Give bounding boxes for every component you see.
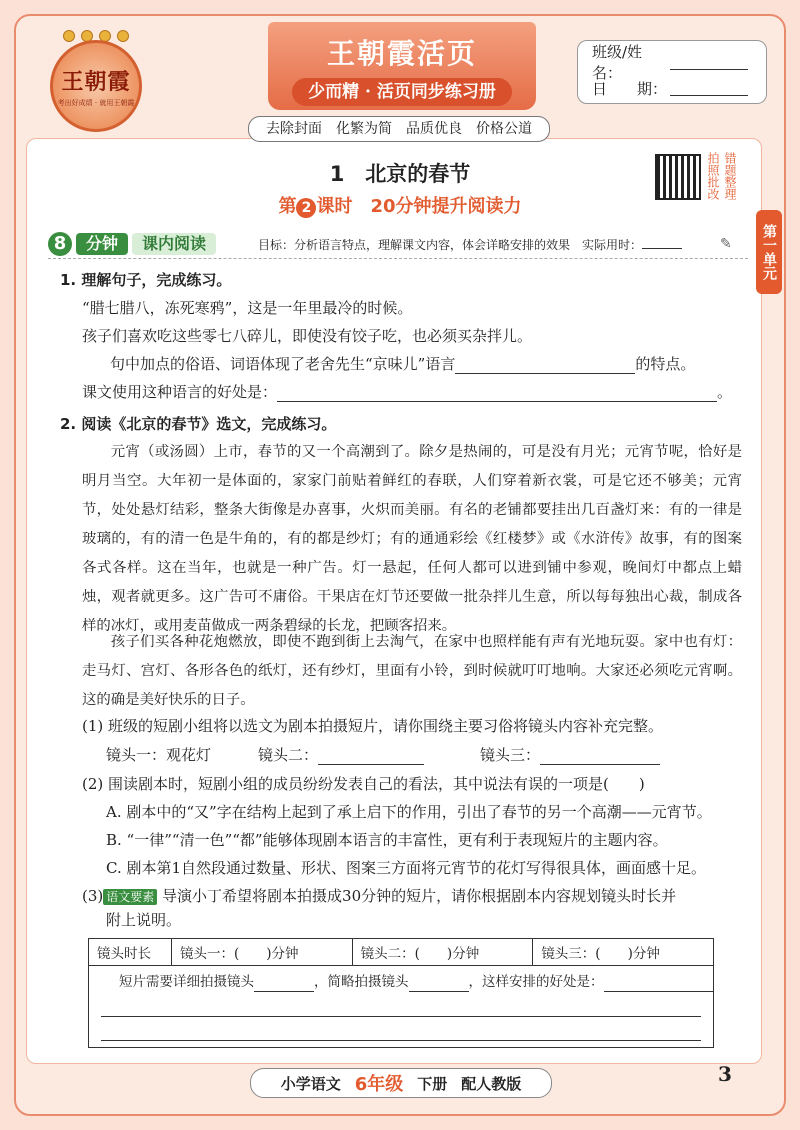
- class-name-label: 班级/姓名：: [592, 43, 643, 82]
- table-header-duration: 镜头时长: [89, 939, 172, 966]
- footer-grade: 6年级: [354, 1074, 404, 1095]
- q1-prompt-2-end: 。: [717, 383, 733, 401]
- lesson-number-badge: 2: [296, 198, 316, 218]
- q1-prompt-1-end: 的特点。: [635, 355, 696, 373]
- q1-answer-2[interactable]: [277, 385, 717, 402]
- q1-prompt-1: [110, 354, 695, 374]
- motto: 去除封面 化繁为简 品质优良 价格公道: [248, 116, 550, 142]
- q2-sub1: (1) 班级的短剧小组将以选文为剧本拍摄短片，请你围绕主要习俗将镜头内容补充完整。: [82, 717, 664, 735]
- shot-1: 镜头一：观花灯: [106, 746, 212, 764]
- benefit-field[interactable]: [604, 977, 714, 992]
- lesson-sub-suffix: 课时 20分钟提升阅读力: [316, 196, 522, 217]
- note-c: ，这样安排的好处是：: [468, 974, 604, 990]
- answer-line-1[interactable]: [101, 1016, 701, 1017]
- passage-para-2: 孩子们买各种花炮燃放，即使不跑到街上去淘气，在家中也照样能有声有光地玩耍。家中也有灯：走马灯、宫灯、各形各色的纸灯，还有纱灯，里面有小铃，到时候就叮叮地响。大家还必须吃元宵啊。这的确是美好快乐的日子。: [82, 634, 742, 708]
- date-field[interactable]: [670, 81, 748, 96]
- goal-text: 目标：分析语言特点，理解课文内容，体会详略安排的效果 实际用时：: [258, 238, 643, 252]
- answer-line-2[interactable]: [101, 1040, 701, 1041]
- q1-sentence-1: “腊七腊八，冻死寒鸦”，这是一年里最冷的时候。: [82, 299, 413, 317]
- q2-sub2: (2) 围读剧本时，短剧小组的成员纷纷发表自己的看法，其中说法有误的一项是( ): [82, 775, 645, 793]
- unit-tab[interactable]: 第一单元: [756, 210, 782, 294]
- note-b: ，简略拍摄镜头: [314, 974, 409, 990]
- shot-3-field[interactable]: [540, 748, 660, 765]
- minutes-unit: 分钟: [76, 233, 128, 255]
- lesson-sub-prefix: 第: [278, 196, 297, 217]
- q1-prompt-1-text: 句中加点的俗语、词语体现了老舍先生“京味儿”语言: [110, 355, 456, 373]
- q2-sub3-cont: 附上说明。: [106, 911, 182, 929]
- brand-logo: [50, 40, 142, 132]
- student-info-box: [577, 40, 767, 104]
- logo-sub: 考出好成绩 · 就用王朝霞: [57, 98, 135, 107]
- footer-volume: 下册: [417, 1074, 448, 1093]
- time-used-field[interactable]: [642, 238, 682, 249]
- shot-2-label: 镜头二：: [258, 746, 319, 764]
- brief-shot-field[interactable]: [409, 977, 469, 992]
- shot-2-field[interactable]: [318, 748, 424, 765]
- option-c[interactable]: C. 剧本第1自然段通过数量、形状、图案三方面将元宵节的花灯写得很具体，画面感十足。: [106, 859, 707, 877]
- note-a: 短片需要详细拍摄镜头: [119, 974, 254, 990]
- shot-explanation-box: [88, 964, 714, 1048]
- q1-answer-1[interactable]: [455, 357, 635, 374]
- section-goal: [258, 236, 682, 253]
- qr-caption: [706, 152, 746, 200]
- shot-3: [480, 745, 660, 765]
- yuwen-element-tag: 语文要素: [103, 889, 157, 905]
- section-name: 课内阅读: [132, 233, 216, 255]
- class-name-field[interactable]: [670, 55, 748, 70]
- page-number: 3: [718, 1062, 732, 1086]
- qr-code-icon[interactable]: [655, 154, 701, 200]
- title-banner: [268, 22, 536, 110]
- q1-heading: 1. 理解句子，完成练习。: [60, 271, 232, 289]
- passage-para-1: 元宵（或汤圆）上市，春节的又一个高潮到了。除夕是热闹的，可是没有月光；元宵节呢，恰好是明月当空。大年初一是体面的，家家门前贴着鲜红的春联，人们穿着新衣裳，可是它还不够美；元宵节，处处悬灯结彩，整条大街像是办喜事，火炽而美丽。有名的老铺都要挂出几百盏灯来：有的一律是玻璃的，有的清一色是牛角的，有的都是纱灯；有的通通彩绘《红楼梦》或《水浒传》故事，有的图案各式各样。这在当年，也就是一种广告。灯一悬起，任何人都可以进到铺中参观，晚间灯中都点上蜡烛，观者就更多。这广告可不庸俗。干果店在灯节还要做一批杂拌儿生意，所以每每独出心裁，制成各样的冰灯，或用麦苗做成一两条碧绿的长龙，把顾客招来。: [82, 444, 742, 634]
- q2-sub3-num: (3): [82, 887, 104, 905]
- banner-title: 王朝霞活页: [326, 37, 477, 70]
- q1-sentence-2: 孩子们喜欢吃这些零七八碎儿，即使没有饺子吃，也必须买杂拌儿。: [82, 327, 533, 345]
- footer-edition: 配人教版: [461, 1074, 522, 1093]
- table-shot-3[interactable]: 镜头三：( )分钟: [533, 939, 714, 966]
- divider: [48, 258, 748, 259]
- detailed-shot-field[interactable]: [254, 977, 314, 992]
- q1-prompt-2: [82, 382, 732, 402]
- q2-sub3: [82, 886, 676, 906]
- table-shot-1[interactable]: 镜头一：( )分钟: [172, 939, 353, 966]
- pencil-icon: ✎: [720, 236, 732, 252]
- shot-3-label: 镜头三：: [480, 746, 541, 764]
- logo-text: 王朝霞: [61, 68, 131, 95]
- section-header: [48, 232, 216, 256]
- footer-subject: 小学语文: [280, 1074, 341, 1093]
- qr-caption-1: 拍照批改: [706, 152, 720, 200]
- shot-explanation-prompt: [119, 972, 714, 992]
- q2-heading: 2. 阅读《北京的春节》选文，完成练习。: [60, 415, 337, 433]
- banner-subtitle: 少而精 · 活页同步练习册: [292, 78, 512, 106]
- footer-badge: [250, 1068, 552, 1098]
- shot-duration-table: [88, 938, 714, 966]
- table-shot-2[interactable]: 镜头二：( )分钟: [352, 939, 533, 966]
- q1-prompt-2-text: 课文使用这种语言的好处是：: [82, 383, 278, 401]
- qr-caption-2: 错题整理: [723, 152, 737, 200]
- shot-2: [258, 745, 424, 765]
- option-b[interactable]: B. “一律”“清一色”“都”能够体现剧本语言的丰富性，更有利于表现短片的主题内容。: [106, 831, 668, 849]
- minutes-badge: 8: [48, 232, 72, 256]
- lesson-title: 1 北京的春节: [329, 162, 471, 186]
- q2-sub3-text: 导演小丁希望将剧本拍摄成30分钟的短片，请你根据剧本内容规划镜头时长并: [162, 887, 677, 905]
- option-a[interactable]: A. 剧本中的“又”字在结构上起到了承上启下的作用，引出了春节的另一个高潮——元宵节。: [106, 803, 712, 821]
- date-label: 日 期：: [592, 79, 668, 98]
